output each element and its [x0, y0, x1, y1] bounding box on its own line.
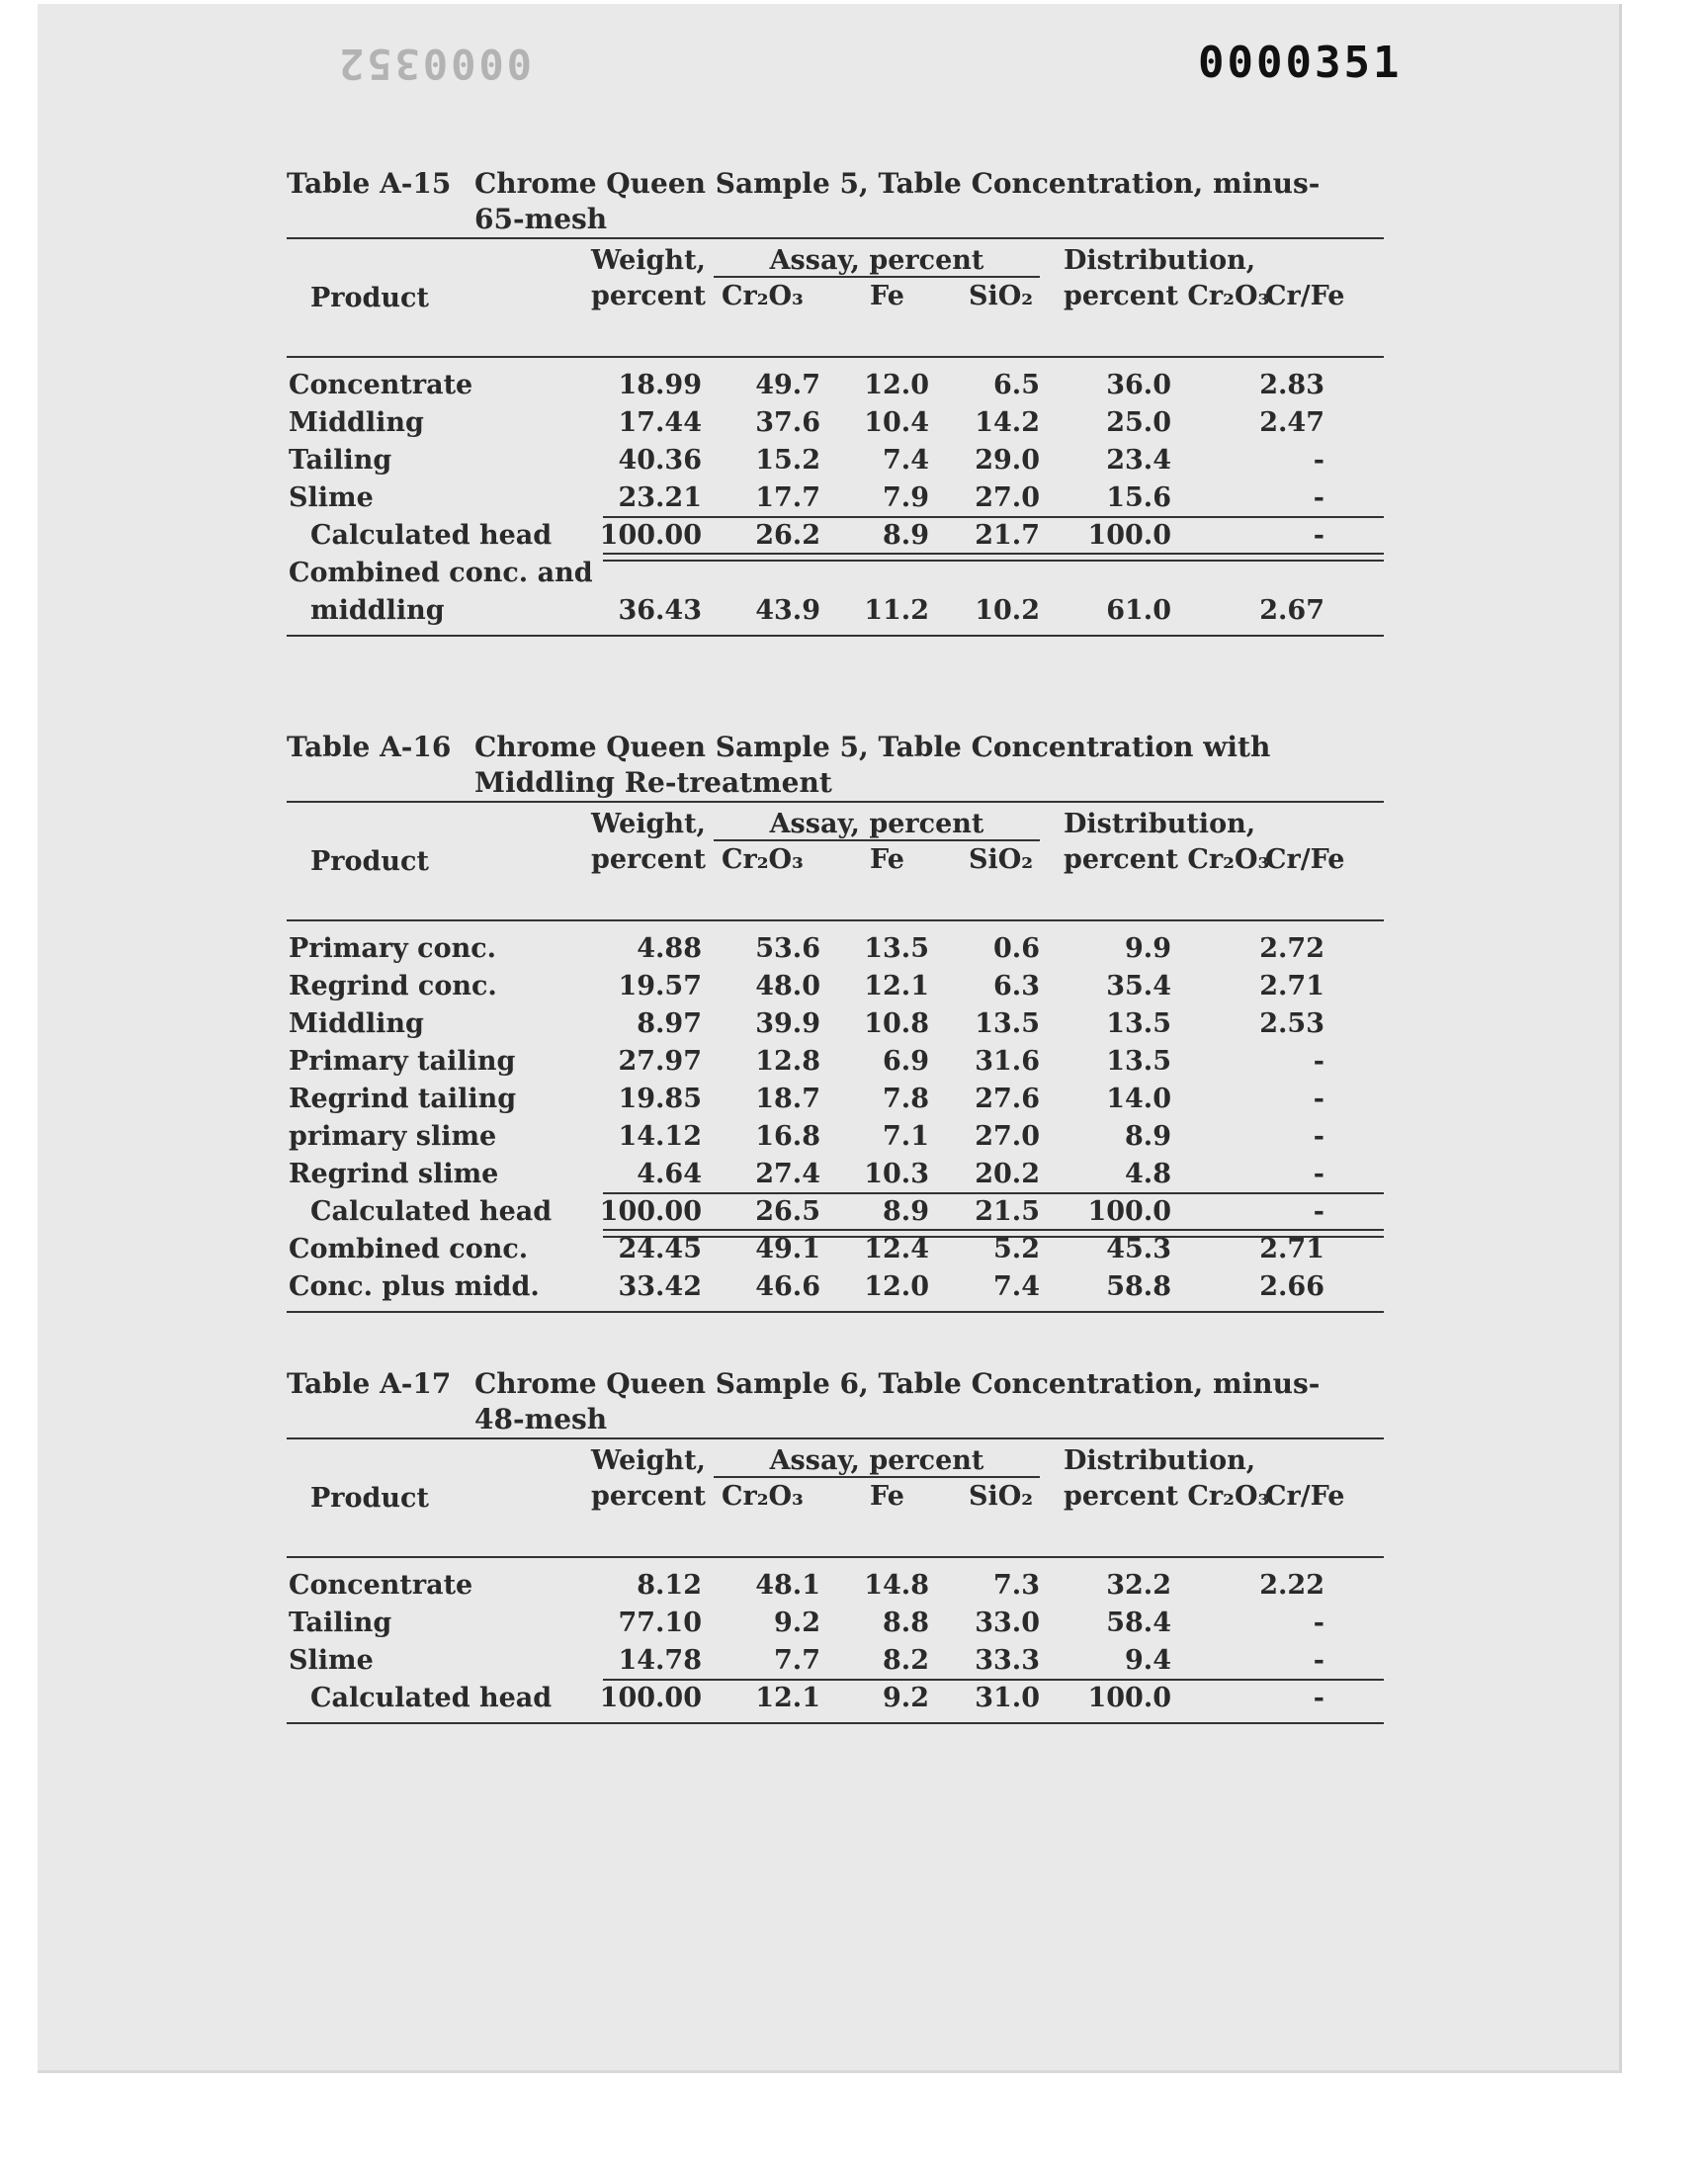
cell-crfe: -	[1313, 520, 1324, 551]
row-product-label: Slime	[289, 1645, 374, 1676]
cell-weight: 40.36	[618, 445, 702, 476]
column-header-product: Product	[310, 1483, 429, 1514]
cell-sio2: 33.0	[975, 1608, 1040, 1638]
table-body	[287, 358, 1384, 629]
cell-cr2o3: 7.7	[774, 1645, 820, 1676]
table-header	[287, 1437, 1384, 1558]
table-row	[287, 1117, 1384, 1155]
cell-distribution: 32.2	[1106, 1570, 1171, 1601]
cell-distribution: 13.5	[1106, 1046, 1171, 1077]
cell-cr2o3: 15.2	[755, 445, 820, 476]
cell-fe: 7.4	[883, 445, 929, 476]
table-title: Chrome Queen Sample 5, Table Concentration, minus-65-mesh	[474, 167, 1321, 235]
table-number: Table A-15	[287, 167, 452, 200]
row-product-label: Calculated head	[310, 1196, 553, 1227]
cell-cr2o3: 49.1	[755, 1234, 820, 1264]
row-product-label: primary slime	[289, 1121, 497, 1152]
cell-distribution: 36.0	[1106, 370, 1171, 400]
column-header-distribution-unit: percent Cr₂O₃	[1064, 844, 1270, 875]
cell-crfe: 2.72	[1259, 933, 1324, 964]
cell-weight: 19.57	[618, 971, 702, 1001]
cell-sio2: 29.0	[975, 445, 1040, 476]
cell-distribution: 61.0	[1106, 595, 1171, 626]
cell-weight: 17.44	[618, 407, 702, 438]
cell-sio2: 31.0	[975, 1683, 1040, 1713]
cell-fe: 8.8	[883, 1608, 929, 1638]
column-header-distribution: Distribution,	[1064, 809, 1256, 839]
cell-sio2: 5.2	[993, 1234, 1040, 1264]
cell-distribution: 13.5	[1106, 1008, 1171, 1039]
table-row	[287, 1566, 1384, 1604]
cell-sio2: 33.3	[975, 1645, 1040, 1676]
cell-weight: 4.64	[637, 1159, 702, 1189]
cell-crfe: -	[1313, 1196, 1324, 1227]
cell-weight: 24.45	[618, 1234, 702, 1264]
table-row	[287, 441, 1384, 478]
cell-cr2o3: 37.6	[755, 407, 820, 438]
column-header-distribution-unit: percent Cr₂O₃	[1064, 1481, 1270, 1512]
cell-weight: 14.78	[618, 1645, 702, 1676]
column-header-weight: Weight,	[591, 245, 706, 276]
cell-sio2: 21.7	[975, 520, 1040, 551]
cell-cr2o3: 27.4	[755, 1159, 820, 1189]
table-row	[287, 1004, 1384, 1042]
table-bottom-rule	[287, 1722, 1384, 1724]
column-header-weight-unit: percent	[591, 844, 707, 875]
table-row	[287, 1042, 1384, 1080]
cell-fe: 9.2	[883, 1683, 929, 1713]
table-row	[287, 1679, 1384, 1716]
row-product-label: Conc. plus midd.	[289, 1271, 540, 1302]
table-title: Chrome Queen Sample 5, Table Concentration with Middling Re-treatment	[474, 731, 1271, 799]
row-product-label: Calculated head	[310, 1683, 553, 1713]
cell-fe: 7.8	[883, 1084, 929, 1114]
table-row	[287, 1604, 1384, 1641]
cell-cr2o3: 48.1	[755, 1570, 820, 1601]
column-header-sio2: SiO₂	[969, 844, 1034, 875]
row-product-label: Middling	[289, 407, 424, 438]
row-product-label: Primary tailing	[289, 1046, 516, 1077]
table-row	[287, 1192, 1384, 1230]
row-product-label: Slime	[289, 482, 374, 513]
column-header-sio2: SiO₂	[969, 281, 1034, 311]
cell-distribution: 9.9	[1125, 933, 1171, 964]
cell-sio2: 27.6	[975, 1084, 1040, 1114]
column-header-cr-fe: Cr/Fe	[1265, 1481, 1345, 1512]
cell-cr2o3: 12.1	[755, 1683, 820, 1713]
table-body	[287, 1558, 1384, 1716]
cell-distribution: 4.8	[1125, 1159, 1171, 1189]
table-row	[287, 1267, 1384, 1305]
table-bottom-rule	[287, 635, 1384, 637]
cell-sio2: 7.4	[993, 1271, 1040, 1302]
column-header-fe: Fe	[870, 1481, 904, 1512]
total-rule	[603, 1192, 1384, 1194]
cell-weight: 100.00	[599, 1683, 702, 1713]
row-product-label: Combined conc. and	[289, 558, 593, 588]
cell-cr2o3: 49.7	[755, 370, 820, 400]
cell-crfe: -	[1313, 1084, 1324, 1114]
cell-crfe: 2.83	[1259, 370, 1324, 400]
column-header-sio2: SiO₂	[969, 1481, 1034, 1512]
cell-crfe: 2.71	[1259, 971, 1324, 1001]
cell-weight: 4.88	[637, 933, 702, 964]
cell-crfe: -	[1313, 482, 1324, 513]
cell-crfe: 2.67	[1259, 595, 1324, 626]
cell-fe: 7.1	[883, 1121, 929, 1152]
table-a-16	[287, 730, 1384, 1313]
table-number: Table A-16	[287, 731, 452, 763]
column-header-weight: Weight,	[591, 1445, 706, 1476]
cell-sio2: 10.2	[975, 595, 1040, 626]
table-caption	[287, 166, 1384, 237]
table-row	[287, 1080, 1384, 1117]
row-product-label: Concentrate	[289, 1570, 473, 1601]
cell-fe: 8.2	[883, 1645, 929, 1676]
cell-weight: 33.42	[618, 1271, 702, 1302]
cell-cr2o3: 46.6	[755, 1271, 820, 1302]
column-header-weight: Weight,	[591, 809, 706, 839]
cell-crfe: -	[1313, 1608, 1324, 1638]
table-bottom-rule	[287, 1311, 1384, 1313]
cell-sio2: 20.2	[975, 1159, 1040, 1189]
row-product-label: Regrind tailing	[289, 1084, 517, 1114]
table-row	[287, 403, 1384, 441]
cell-crfe: 2.71	[1259, 1234, 1324, 1264]
cell-fe: 12.0	[864, 370, 929, 400]
row-product-label: Regrind slime	[289, 1159, 499, 1189]
total-rule	[603, 1679, 1384, 1681]
column-header-cr-fe: Cr/Fe	[1265, 844, 1345, 875]
cell-sio2: 27.0	[975, 1121, 1040, 1152]
cell-sio2: 6.5	[993, 370, 1040, 400]
cell-cr2o3: 26.5	[755, 1196, 820, 1227]
cell-fe: 10.8	[864, 1008, 929, 1039]
table-number: Table A-17	[287, 1367, 452, 1400]
cell-weight: 18.99	[618, 370, 702, 400]
cell-distribution: 14.0	[1106, 1084, 1171, 1114]
mirrored-document-number: 0000352	[336, 40, 533, 88]
column-header-product: Product	[310, 283, 429, 313]
cell-weight: 8.12	[637, 1570, 702, 1601]
cell-cr2o3: 53.6	[755, 933, 820, 964]
cell-weight: 100.00	[599, 520, 702, 551]
cell-cr2o3: 39.9	[755, 1008, 820, 1039]
table-row	[287, 516, 1384, 554]
double-rule	[603, 553, 1384, 562]
cell-fe: 10.3	[864, 1159, 929, 1189]
cell-weight: 8.97	[637, 1008, 702, 1039]
cell-crfe: 2.53	[1259, 1008, 1324, 1039]
row-product-label: Regrind conc.	[289, 971, 497, 1001]
table-title: Chrome Queen Sample 6, Table Concentration, minus-48-mesh	[474, 1367, 1321, 1436]
cell-cr2o3: 43.9	[755, 595, 820, 626]
column-header-cr-fe: Cr/Fe	[1265, 281, 1345, 311]
cell-weight: 36.43	[618, 595, 702, 626]
table-row	[287, 929, 1384, 967]
cell-sio2: 14.2	[975, 407, 1040, 438]
cell-fe: 12.4	[864, 1234, 929, 1264]
document-number: 0000351	[1198, 38, 1403, 88]
table-caption	[287, 1366, 1384, 1437]
total-rule	[603, 516, 1384, 518]
cell-crfe: -	[1313, 1121, 1324, 1152]
cell-sio2: 27.0	[975, 482, 1040, 513]
cell-sio2: 7.3	[993, 1570, 1040, 1601]
table-a-15	[287, 166, 1384, 637]
cell-distribution: 100.0	[1087, 520, 1171, 551]
table-header	[287, 801, 1384, 921]
cell-crfe: -	[1313, 1683, 1324, 1713]
table-a-17	[287, 1366, 1384, 1724]
cell-distribution: 35.4	[1106, 971, 1171, 1001]
column-header-weight-unit: percent	[591, 281, 707, 311]
cell-fe: 10.4	[864, 407, 929, 438]
cell-fe: 8.9	[883, 1196, 929, 1227]
cell-cr2o3: 16.8	[755, 1121, 820, 1152]
row-product-label: Tailing	[289, 1608, 392, 1638]
cell-distribution: 100.0	[1087, 1196, 1171, 1227]
row-product-label: Tailing	[289, 445, 392, 476]
cell-cr2o3: 12.8	[755, 1046, 820, 1077]
cell-cr2o3: 18.7	[755, 1084, 820, 1114]
cell-distribution: 9.4	[1125, 1645, 1171, 1676]
cell-crfe: 2.47	[1259, 407, 1324, 438]
table-body	[287, 921, 1384, 1305]
row-product-label: Calculated head	[310, 520, 553, 551]
cell-sio2: 21.5	[975, 1196, 1040, 1227]
cell-distribution: 25.0	[1106, 407, 1171, 438]
cell-fe: 6.9	[883, 1046, 929, 1077]
column-header-assay-group: Assay, percent	[714, 1445, 1040, 1478]
cell-weight: 14.12	[618, 1121, 702, 1152]
column-header-cr2o3: Cr₂O₃	[722, 1481, 804, 1512]
column-header-product: Product	[310, 846, 429, 877]
column-header-weight-unit: percent	[591, 1481, 707, 1512]
table-row	[287, 591, 1384, 629]
cell-crfe: -	[1313, 1159, 1324, 1189]
column-header-distribution: Distribution,	[1064, 245, 1256, 276]
cell-cr2o3: 48.0	[755, 971, 820, 1001]
cell-weight: 77.10	[618, 1608, 702, 1638]
table-header	[287, 237, 1384, 358]
cell-fe: 12.1	[864, 971, 929, 1001]
cell-distribution: 15.6	[1106, 482, 1171, 513]
cell-distribution: 8.9	[1125, 1121, 1171, 1152]
column-header-distribution-unit: percent Cr₂O₃	[1064, 281, 1270, 311]
cell-sio2: 13.5	[975, 1008, 1040, 1039]
double-rule	[603, 1229, 1384, 1238]
cell-weight: 27.97	[618, 1046, 702, 1077]
row-product-label: Primary conc.	[289, 933, 497, 964]
table-caption	[287, 730, 1384, 801]
cell-cr2o3: 9.2	[774, 1608, 820, 1638]
row-product-label: middling	[310, 595, 445, 626]
column-header-assay-group: Assay, percent	[714, 245, 1040, 278]
cell-fe: 8.9	[883, 520, 929, 551]
cell-distribution: 45.3	[1106, 1234, 1171, 1264]
column-header-cr2o3: Cr₂O₃	[722, 281, 804, 311]
table-row	[287, 1155, 1384, 1192]
cell-crfe: -	[1313, 445, 1324, 476]
cell-crfe: 2.22	[1259, 1570, 1324, 1601]
table-row	[287, 1641, 1384, 1679]
cell-crfe: -	[1313, 1645, 1324, 1676]
cell-sio2: 6.3	[993, 971, 1040, 1001]
cell-sio2: 31.6	[975, 1046, 1040, 1077]
cell-weight: 23.21	[618, 482, 702, 513]
cell-crfe: -	[1313, 1046, 1324, 1077]
row-product-label: Middling	[289, 1008, 424, 1039]
column-header-cr2o3: Cr₂O₃	[722, 844, 804, 875]
column-header-fe: Fe	[870, 844, 904, 875]
table-row	[287, 967, 1384, 1004]
cell-weight: 100.00	[599, 1196, 702, 1227]
cell-fe: 7.9	[883, 482, 929, 513]
cell-cr2o3: 26.2	[755, 520, 820, 551]
row-product-label: Concentrate	[289, 370, 473, 400]
column-header-fe: Fe	[870, 281, 904, 311]
cell-fe: 13.5	[864, 933, 929, 964]
column-header-assay-group: Assay, percent	[714, 809, 1040, 841]
row-product-label: Combined conc.	[289, 1234, 529, 1264]
cell-distribution: 100.0	[1087, 1683, 1171, 1713]
cell-distribution: 58.4	[1106, 1608, 1171, 1638]
table-row	[287, 478, 1384, 516]
table-row	[287, 366, 1384, 403]
cell-distribution: 58.8	[1106, 1271, 1171, 1302]
cell-fe: 11.2	[864, 595, 929, 626]
cell-fe: 12.0	[864, 1271, 929, 1302]
cell-distribution: 23.4	[1106, 445, 1171, 476]
column-header-distribution: Distribution,	[1064, 1445, 1256, 1476]
cell-crfe: 2.66	[1259, 1271, 1324, 1302]
cell-cr2o3: 17.7	[755, 482, 820, 513]
cell-fe: 14.8	[864, 1570, 929, 1601]
cell-weight: 19.85	[618, 1084, 702, 1114]
cell-sio2: 0.6	[993, 933, 1040, 964]
